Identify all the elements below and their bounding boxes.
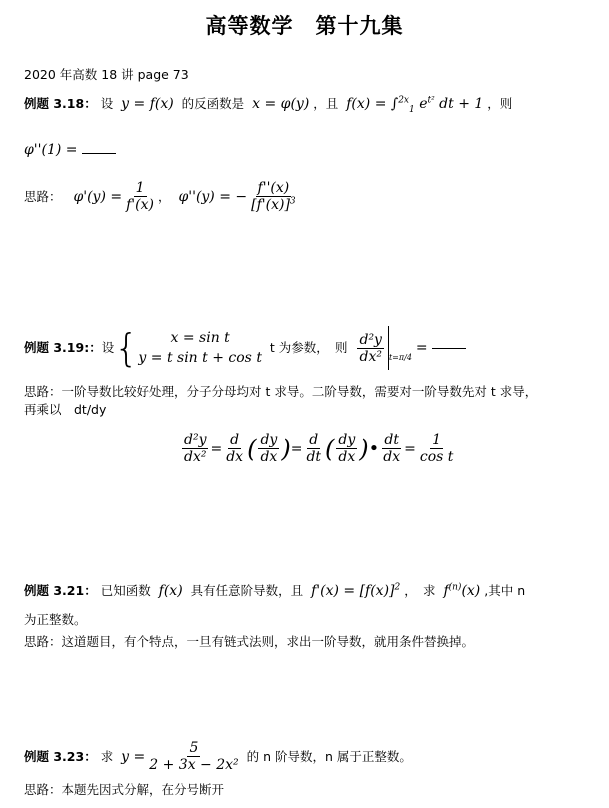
example-3-23-idea: 思路：本题先因式分解，在分号断开 [24, 782, 225, 797]
function-expr: y = f(x) [121, 96, 174, 112]
second-derivative-fraction: $\frac{\text{d²y}}{\text{dx²}}$ [359, 331, 382, 365]
example-label: 例题 3.19:： [24, 340, 102, 355]
inverse-expr: x = φ(y) [252, 96, 310, 112]
source-note: 2020 年高数 18 讲 page 73 [24, 67, 189, 82]
fraction-second-derivative: $\frac{f''(x)}{[f'(x)]^3}$ [251, 180, 296, 213]
parametric-system: x = sin t y = t sin t + cos t [138, 330, 262, 366]
example-3-21-line2: 为正整数。 [24, 612, 87, 627]
answer-blank [82, 153, 116, 154]
example-3-19-idea: 思路：一阶导数比较好处理，分子分母均对 t 求导。二阶导数，需要对一阶导数先对 t 求导， 再乘以 dt/dy [24, 384, 538, 417]
page-title: 高等数学 第十九集 [205, 14, 404, 38]
example-3-18-statement: 例题 3.18： 设 y = f(x) 的反函数是 x = φ(y) ，且 f(x) = ∫$^{2x}_1$ $e^{t^2}$ dt + 1 ，则 [24, 95, 513, 115]
example-label: 例题 3.18： [24, 96, 97, 111]
left-brace: { [114, 326, 139, 370]
fraction-first-derivative: $\frac{1}{f'(x)}$ [126, 180, 154, 213]
example-3-21-idea: 思路：这道题目，有个特点，一旦有链式法则，求出一阶导数，就用条件替换掉。 [24, 634, 475, 649]
example-3-21-statement: 例题 3.21： 已知函数 f(x) 具有任意阶导数，且 $f'(x) = [f(x)]^2$ ， 求 $f^{(n)}(x)$ ,其中 n [24, 582, 526, 599]
example-3-23-statement: 例题 3.23： 求 y = $\frac{5}{\text{2 + 3x − 2x²}}$ 的 n 阶导数，n 属于正整数。 [24, 740, 412, 773]
example-3-19-statement: 例题 3.19:： 设 { x = sin t y = t sin t + cos t t 为参数， 则 $\frac{\text{d²y}}{\text{dx²}}$ t=π/4 = [24, 326, 466, 370]
example-label: 例题 3.21： [24, 583, 97, 598]
fraction-y: $\frac{5}{\text{2 + 3x − 2x²}}$ [149, 740, 239, 773]
example-3-18-idea: 思路： φ'(y) = $\frac{1}{f'(x)}$ ， φ''(y) = − $\frac{f''(x)}{[f'(x)]^3}$ [24, 180, 296, 213]
answer-blank [432, 348, 466, 349]
example-label: 例题 3.23： [24, 748, 97, 764]
chain-rule-formula: $\frac{\text{d²y}}{\text{dx²}}$ = $\frac{d}{dx}$ ( $\frac{dy}{dx}$ ) = $\frac{d}{dt}$ ( $\frac{dy}{dx}$ ) • $\frac{dt}{dx}$ = $\frac{1}{\text{cos t}}$ [184, 432, 454, 465]
integral-expr: f(x) = ∫$^{2x}_1$ $e^{t^2}$ dt + 1 [346, 95, 484, 115]
example-3-18-question: φ''(1) = [24, 142, 116, 158]
